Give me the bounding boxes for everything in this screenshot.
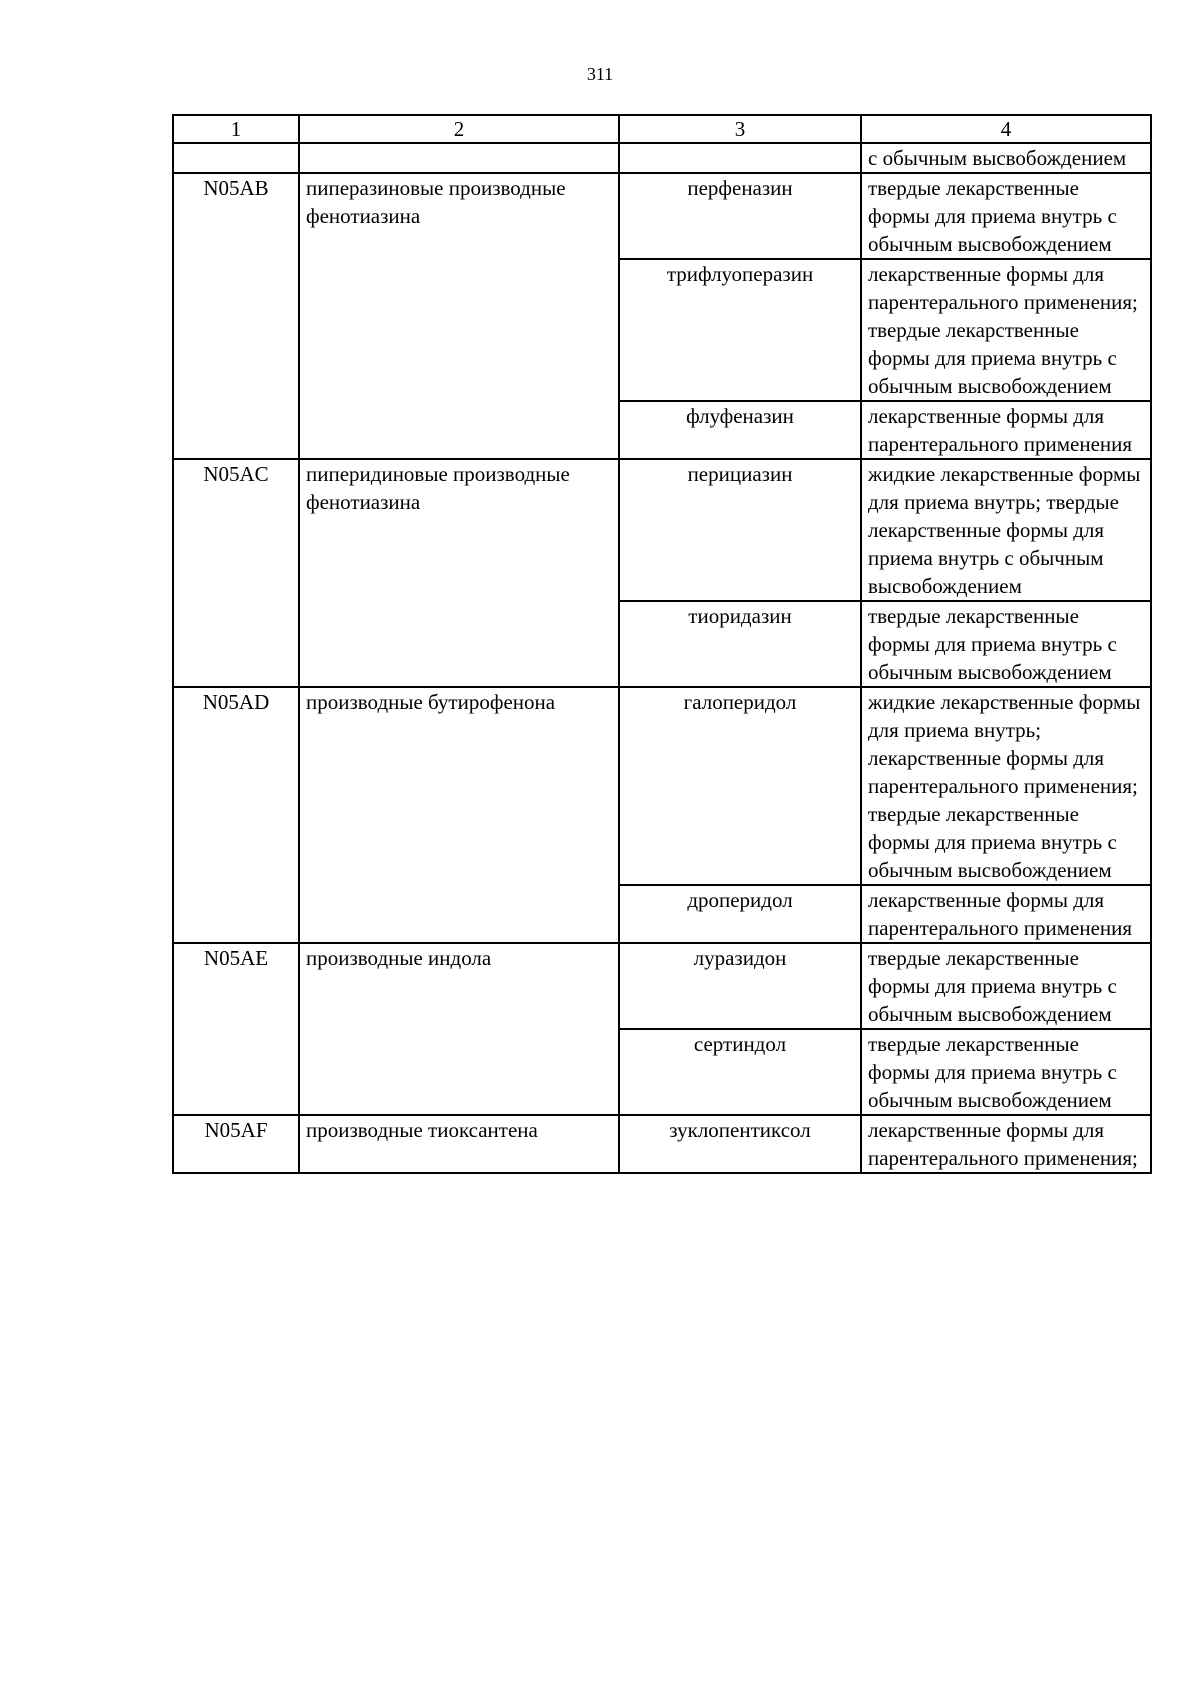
column-header: 1 — [173, 115, 299, 143]
dosage-form-cell: лекарственные формы для парентерального применения — [861, 401, 1151, 459]
atc-code-cell: N05AF — [173, 1115, 299, 1173]
empty-cell — [299, 143, 619, 173]
table-row — [173, 173, 1151, 259]
drug-name-cell: дроперидол — [619, 885, 861, 943]
atc-code-cell: N05AC — [173, 459, 299, 687]
group-name-cell: производные индола — [299, 943, 619, 1115]
atc-code-cell: N05AD — [173, 687, 299, 943]
group-name-cell: пиперидиновые производные фенотиазина — [299, 459, 619, 687]
drug-name-cell: перфеназин — [619, 173, 861, 259]
column-header: 4 — [861, 115, 1151, 143]
table-row — [173, 1115, 1151, 1173]
group-name-cell: производные бутирофенона — [299, 687, 619, 943]
drug-name-cell: сертиндол — [619, 1029, 861, 1115]
drug-name-cell: тиоридазин — [619, 601, 861, 687]
page-number: 311 — [586, 64, 614, 84]
dosage-form-cell: твердые лекарственные формы для приема внутрь с обычным высвобождением — [861, 601, 1151, 687]
column-header: 2 — [299, 115, 619, 143]
drug-name-cell: перициазин — [619, 459, 861, 601]
dosage-form-cell: твердые лекарственные формы для приема внутрь с обычным высвобождением — [861, 173, 1151, 259]
table-row — [173, 459, 1151, 601]
drug-name-cell: трифлуоперазин — [619, 259, 861, 401]
dosage-form-cell: жидкие лекарственные формы для приема внутрь; твердые лекарственные формы для приема внутрь с обычным высвобождением — [861, 459, 1151, 601]
dosage-form-cell: жидкие лекарственные формы для приема внутрь; лекарственные формы для парентерального применения; твердые лекарственные формы для приема внутрь с обычным высвобождением — [861, 687, 1151, 885]
drug-name-cell: зуклопентиксол — [619, 1115, 861, 1173]
table-row — [173, 687, 1151, 885]
empty-cell — [619, 143, 861, 173]
atc-code-cell: N05AE — [173, 943, 299, 1115]
table-row — [173, 943, 1151, 1029]
table-header-row — [173, 115, 1151, 143]
dosage-form-cell: с обычным высвобождением — [861, 143, 1151, 173]
dosage-form-cell: лекарственные формы для парентерального применения; — [861, 1115, 1151, 1173]
dosage-form-cell: лекарственные формы для парентерального применения; твердые лекарственные формы для приема внутрь с обычным высвобождением — [861, 259, 1151, 401]
drug-name-cell: галоперидол — [619, 687, 861, 885]
group-name-cell: производные тиоксантена — [299, 1115, 619, 1173]
dosage-form-cell: лекарственные формы для парентерального применения — [861, 885, 1151, 943]
atc-code-cell: N05AB — [173, 173, 299, 459]
drug-name-cell: флуфеназин — [619, 401, 861, 459]
dosage-form-cell: твердые лекарственные формы для приема внутрь с обычным высвобождением — [861, 943, 1151, 1029]
column-header: 3 — [619, 115, 861, 143]
group-name-cell: пиперазиновые производные фенотиазина — [299, 173, 619, 459]
continuation-row — [173, 143, 1151, 173]
drug-name-cell: луразидон — [619, 943, 861, 1029]
drug-list-table — [172, 114, 1152, 1174]
dosage-form-cell: твердые лекарственные формы для приема внутрь с обычным высвобождением — [861, 1029, 1151, 1115]
empty-cell — [173, 143, 299, 173]
